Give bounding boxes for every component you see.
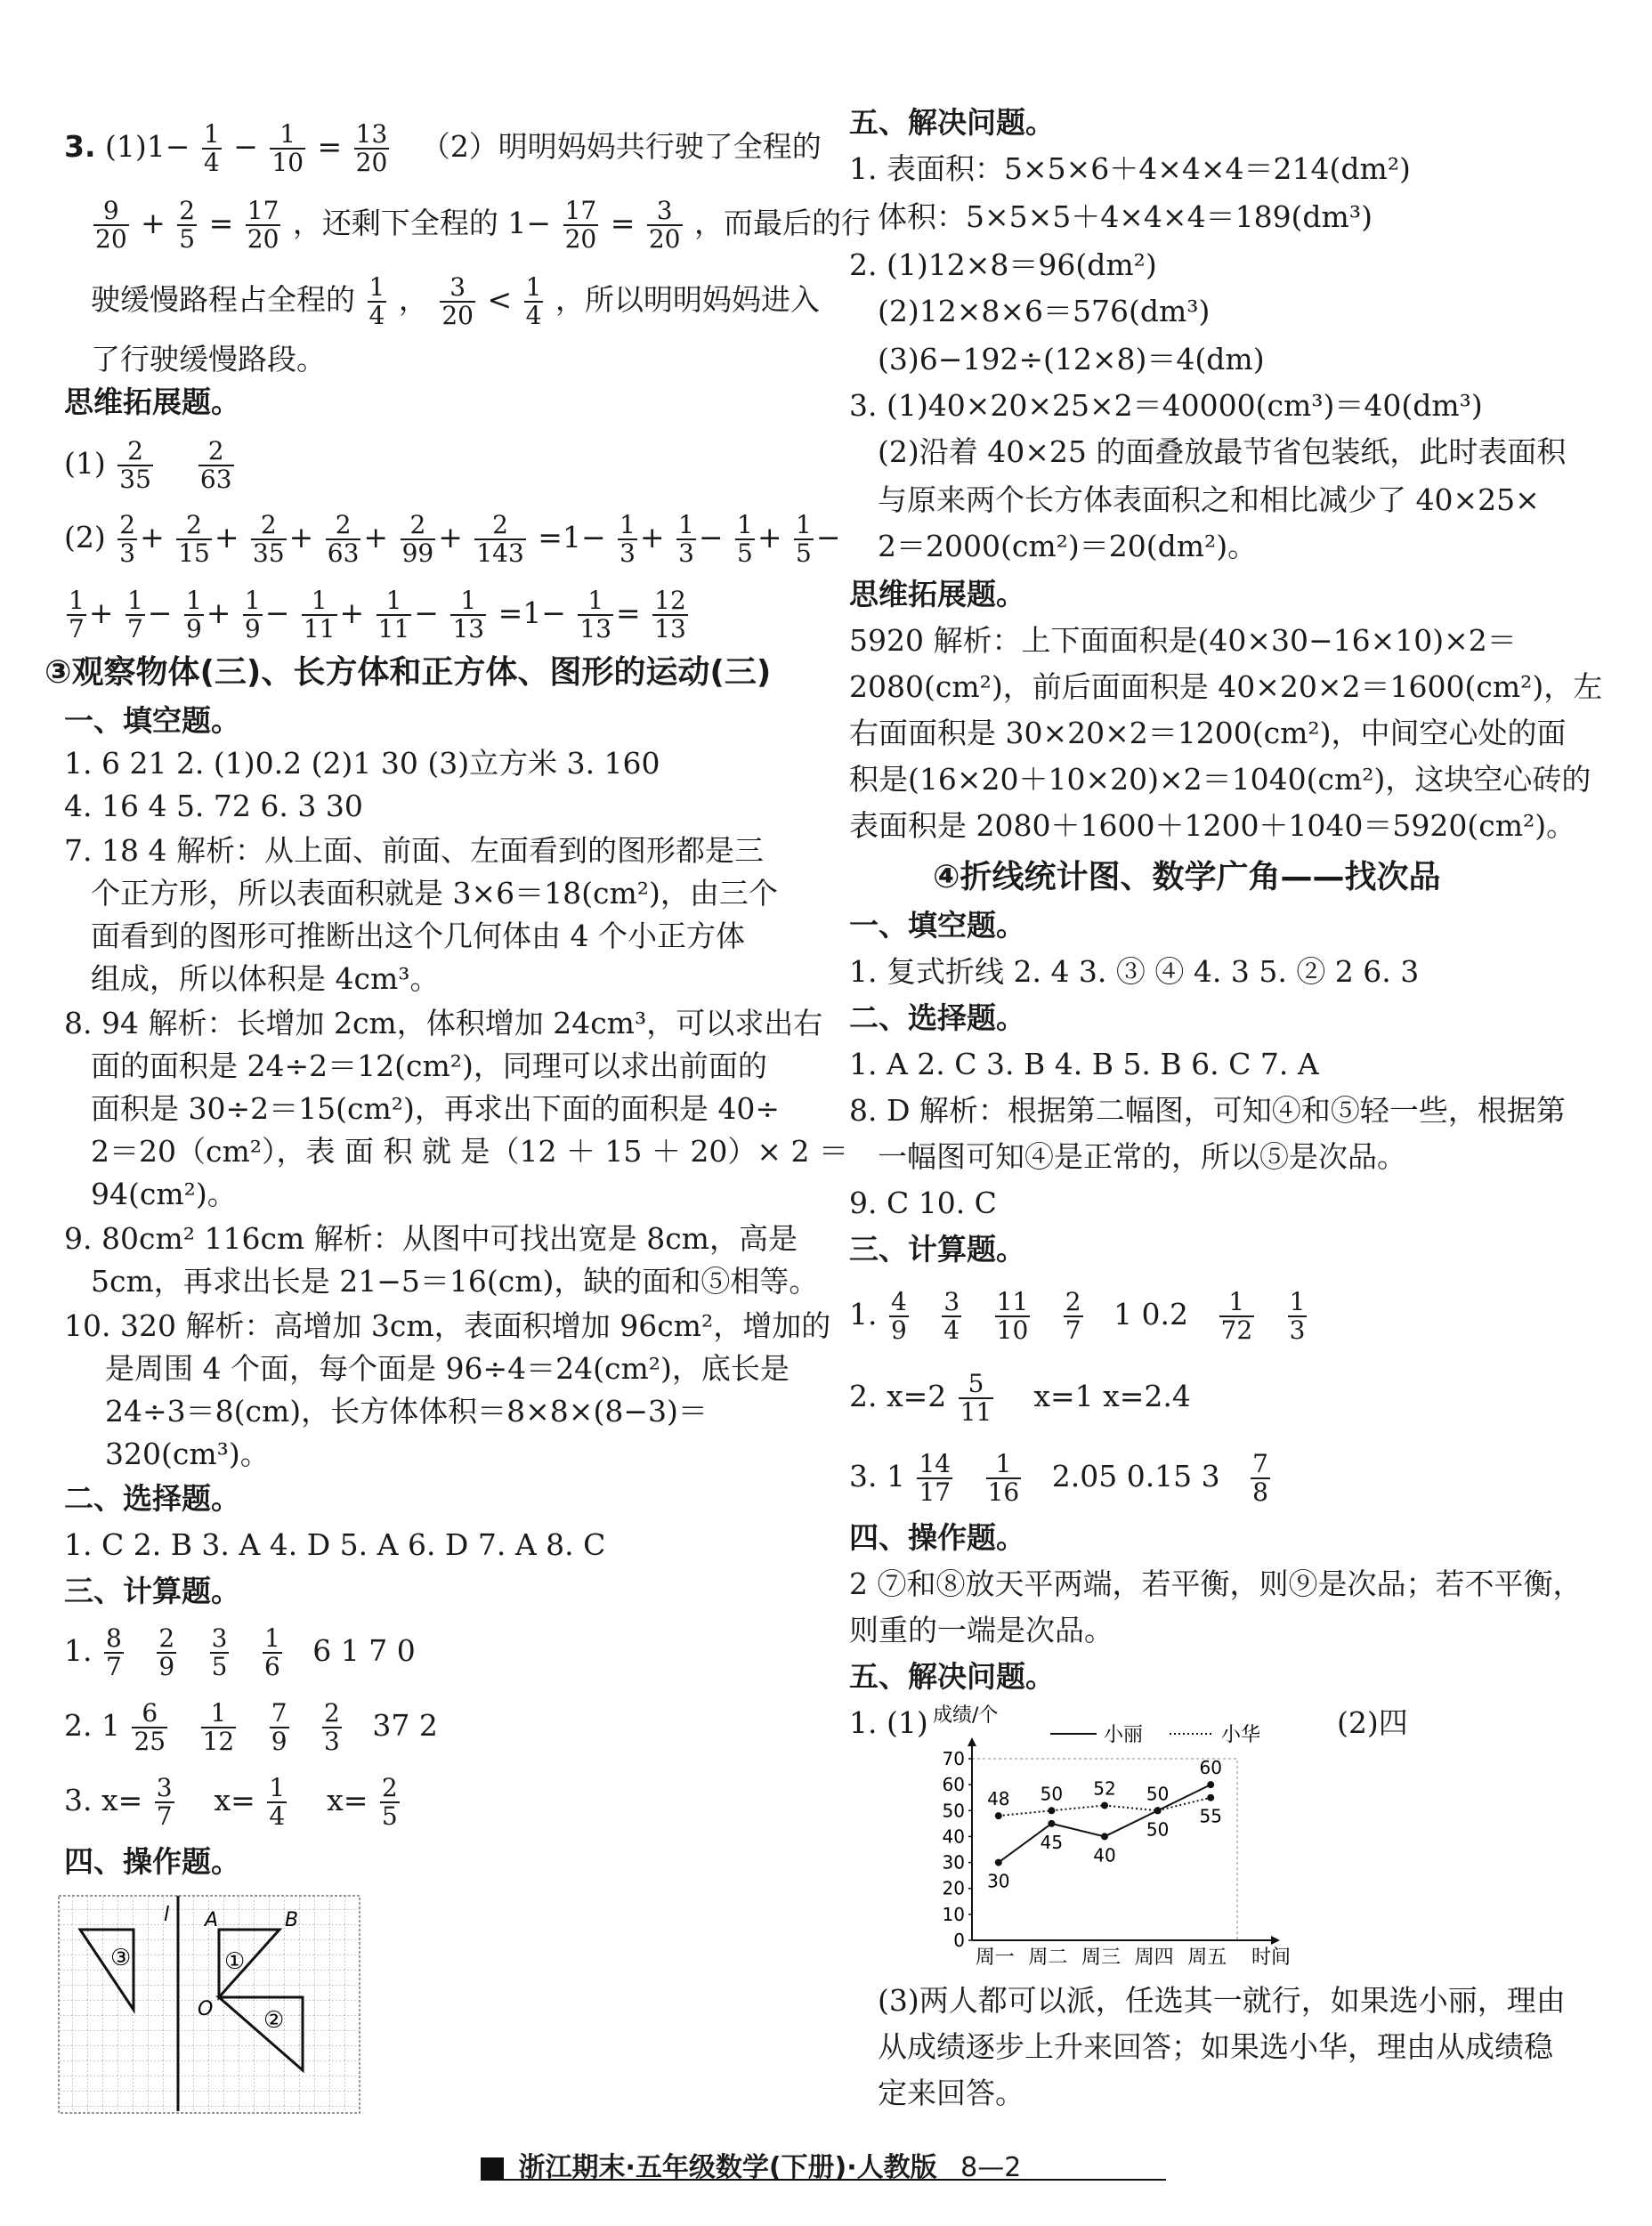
q8-line-b: 面的面积是 24÷2＝12(cm²)，同理可以求出前面的 (91, 1048, 767, 1083)
think-title: 思维拓展题。 (64, 384, 240, 419)
legend-label-xiaoli: 小丽 (1104, 1724, 1144, 1746)
q3-text: ，而最后的行 (694, 206, 871, 240)
section3-title: ③观察物体(三)、长方体和正方体、图形的运动(三) (45, 654, 772, 691)
op-title-right: 四、操作题。 (849, 1520, 1025, 1555)
fraction: $\frac{2}{63}$ (199, 436, 232, 494)
data-point (995, 1859, 1002, 1866)
s1-line-a: 1. 表面积：5×5×6＋4×4×4＝214(dm²) (849, 151, 1411, 186)
tail: 6 1 7 0 (312, 1633, 416, 1668)
legend-label-xiaohua: 小华 (1221, 1724, 1261, 1746)
t-line-2: 2080(cm²)，前后面面积是 40×20×2＝1600(cm²)，左 (849, 669, 1603, 704)
fill-title: 一、填空题。 (64, 703, 240, 738)
y-tick-label: 30 (942, 1851, 965, 1874)
footer-page: 8—2 (960, 2152, 1022, 2183)
q3-text: ，所以明明妈妈进入 (555, 282, 820, 317)
fraction: $\frac{1}{5}$ (737, 510, 753, 568)
label: 3. x= (64, 1783, 143, 1817)
fill-line-4: 4. 16 4 5. 72 6. 3 30 (64, 789, 363, 823)
grid-label-o: O (198, 1998, 214, 2020)
s5-part2: (2)四 (1337, 1705, 1408, 1740)
fraction: $\frac{7}{9}$ (271, 1698, 287, 1756)
op-title: 四、操作题。 (64, 1844, 240, 1879)
t-line-4: 积是(16×20＋10×20)×2＝1040(cm²)，这块空心砖的 (849, 762, 1591, 797)
data-point (1048, 1820, 1055, 1827)
fraction: $\frac{13}{20}$ (355, 119, 388, 177)
fill-line-1: 1. 6 21 2. (1)0.2 (2)1 30 (3)立方米 3. 160 (64, 746, 660, 781)
r-calc-line-3 (849, 1451, 1273, 1506)
label: 1. (64, 1633, 93, 1668)
q3-text-b: − (233, 129, 258, 164)
fraction: $\frac{2}{63}$ (327, 510, 360, 568)
label: x= (214, 1783, 255, 1817)
q3-text-c: = (317, 129, 343, 164)
fraction: $\frac{2}{7}$ (1065, 1287, 1081, 1345)
q3-line1 (64, 121, 822, 176)
label: 2. 1 (64, 1708, 120, 1743)
s2-line-b: (2)12×8×6＝576(dm³) (878, 294, 1211, 328)
s3-line-b: (2)沿着 40×25 的面叠放最节省包装纸，此时表面积 (878, 434, 1567, 469)
s3-line-a: 3. (1)40×20×25×2＝40000(cm³)＝40(dm³) (849, 388, 1483, 423)
fraction: $\frac{17}{20}$ (564, 196, 597, 254)
calc-title: 三、计算题。 (64, 1574, 240, 1608)
think-answer-2-cont: $\frac{1}{7}$ + $\frac{1}{7}$ − $\frac{1}{9}$ + $\frac{1}{9}$ − $\frac{1}{11}$ + $\frac{1}{11}$ − $\frac{1}{13}$ =1− $\frac{1}{13}$ = $\frac{12}{13}$ (69, 586, 686, 644)
data-label: 60 (1199, 1757, 1222, 1779)
q3-text-d: （2）明明妈妈共行驶了全程的 (420, 129, 822, 164)
op-line-1: 2 ⑦和⑧放天平两端，若平衡，则⑨是次品；若不平衡， (849, 1566, 1583, 1601)
data-label: 30 (987, 1870, 1010, 1892)
c-line-9: 9. C 10. C (849, 1186, 997, 1220)
q3-text: = (610, 206, 636, 240)
fraction: $\frac{3}{20}$ (441, 272, 474, 330)
fraction: $\frac{1}{11}$ (303, 586, 336, 644)
fraction: $\frac{14}{17}$ (919, 1449, 952, 1507)
q10-line-d: 320(cm³)。 (105, 1437, 270, 1471)
c-line-8a: 8. D 解析：根据第二幅图，可知④和⑤轻一些，根据第 (849, 1093, 1566, 1128)
fraction: $\frac{4}{9}$ (891, 1287, 907, 1345)
y-axis-arrow (968, 1737, 976, 1746)
s2-line-c: (3)6−192÷(12×8)＝4(dm) (878, 342, 1265, 376)
grid-label-1: ① (224, 1948, 246, 1975)
c-line-8b: 一幅图可知④是正常的，所以⑤是次品。 (878, 1139, 1406, 1174)
q3-text: ， (398, 282, 428, 317)
q3-number: 3. (64, 129, 96, 164)
footer-text: 浙江期末·五年级数学(下册)·人教版 (518, 2152, 937, 2183)
fraction: $\frac{2}{99}$ (401, 510, 434, 568)
x-axis-arrow (1271, 1936, 1280, 1945)
data-point (1101, 1801, 1108, 1809)
data-point (1207, 1781, 1214, 1788)
grid-label-2: ② (263, 2007, 285, 2034)
q3-text: ，还剩下全程的 1− (292, 206, 552, 240)
fill-title-right: 一、填空题。 (849, 908, 1025, 943)
fraction: $\frac{1}{16}$ (987, 1449, 1020, 1507)
label: 2. x=2 (849, 1379, 947, 1413)
fraction: $\frac{2}{3}$ (324, 1698, 340, 1756)
fraction: $\frac{2}{143}$ (476, 510, 524, 568)
think-answer-1 (64, 438, 237, 493)
page-footer (481, 2145, 1193, 2184)
data-label: 55 (1199, 1805, 1222, 1827)
label: x= (327, 1783, 368, 1817)
fraction: $\frac{1}{7}$ (69, 586, 85, 644)
r-calc-line-1 (849, 1289, 1309, 1344)
q7-line-b: 个正方形，所以表面积就是 3×6＝18(cm²)，由三个 (91, 876, 778, 911)
fraction: $\frac{1}{4}$ (203, 119, 220, 177)
grid-figure (57, 1894, 363, 2117)
calc-line-1 (64, 1625, 416, 1680)
solve-title-right-2: 五、解决问题。 (849, 1659, 1055, 1694)
chart-xlabel: 时间 (1251, 1947, 1292, 1969)
s2-line-a: 2. (1)12×8＝96(dm²) (849, 247, 1157, 282)
fraction: $\frac{1}{3}$ (678, 510, 694, 568)
data-label: 50 (1146, 1783, 1170, 1805)
q8-line-d: 2＝20（cm²），表 面 积 就 是（12 ＋ 15 ＋ 20）× 2 ＝ (91, 1134, 849, 1169)
q3-text: + (141, 206, 166, 240)
x-tick-label: 周二 (1028, 1947, 1068, 1969)
fraction: $\frac{11}{10}$ (996, 1287, 1029, 1345)
q3-text: = (208, 206, 234, 240)
q3-text: < (487, 282, 513, 317)
footer-rule (481, 2179, 1166, 2181)
y-tick-label: 60 (942, 1774, 965, 1796)
x-tick-label: 周四 (1134, 1947, 1174, 1969)
grid-label-3: ③ (110, 1945, 132, 1971)
r-calc-line-2 (849, 1371, 1191, 1426)
footer-square-icon (481, 2157, 504, 2181)
fraction: $\frac{1}{4}$ (368, 272, 385, 330)
calc-line-3 (64, 1775, 402, 1830)
fraction: $\frac{8}{7}$ (106, 1623, 122, 1681)
mid: 2.05 0.15 3 (1051, 1459, 1220, 1493)
eq: =1− (498, 595, 566, 630)
eq: =1− (538, 520, 606, 554)
tail: x=1 x=2.4 (1033, 1379, 1191, 1413)
fraction: $\frac{2}{3}$ (119, 510, 136, 568)
y-tick-label: 0 (953, 1930, 965, 1951)
fraction: $\frac{2}{35}$ (253, 510, 285, 568)
fraction: $\frac{1}{4}$ (525, 272, 542, 330)
fraction: $\frac{1}{4}$ (269, 1773, 286, 1831)
label: 1. (849, 1297, 878, 1332)
grid-label-b: B (285, 1909, 299, 1931)
calc-line-2 (64, 1700, 438, 1755)
q10-line-a: 10. 320 解析：高增加 3cm，表面积增加 96cm²，增加的 (64, 1308, 831, 1343)
tail: 37 2 (372, 1708, 438, 1743)
think-title-right: 思维拓展题。 (849, 577, 1025, 611)
chart-ylabel: 成绩/个 (933, 1704, 999, 1727)
fraction: $\frac{2}{15}$ (178, 510, 210, 568)
y-tick-label: 50 (942, 1800, 965, 1822)
grid-label-a: A (205, 1909, 219, 1931)
y-tick-label: 40 (942, 1825, 965, 1848)
choice-title-right: 二、选择题。 (849, 1000, 1025, 1035)
s5-3-line-a: (3)两人都可以派，任选其一就行，如果选小丽，理由 (878, 1983, 1566, 2018)
data-label: 52 (1093, 1777, 1116, 1800)
label: 3. 1 (849, 1459, 905, 1493)
t-line-3: 右面面积是 30×20×2＝1200(cm²)，中间空心处的面 (849, 716, 1567, 750)
s3-line-c: 与原来两个长方体表面积之和相比减少了 40×25× (878, 482, 1540, 517)
fraction: $\frac{3}{5}$ (211, 1623, 228, 1681)
fraction: $\frac{1}{13}$ (452, 586, 485, 644)
fraction: $\frac{1}{12}$ (202, 1698, 235, 1756)
q7-line-d: 组成，所以体积是 4cm³。 (91, 961, 440, 996)
q8-line-e: 94(cm²)。 (91, 1177, 237, 1211)
data-label: 48 (987, 1788, 1010, 1810)
fraction: $\frac{1}{7}$ (126, 586, 143, 644)
s1-line-b: 体积：5×5×5＋4×4×4＝189(dm³) (878, 199, 1373, 234)
q9-line-a: 9. 80cm² 116cm 解析：从图中可找出宽是 8cm，高是 (64, 1221, 798, 1256)
fraction: $\frac{2}{9}$ (158, 1623, 175, 1681)
fraction: $\frac{2}{5}$ (179, 196, 196, 254)
x-tick-label: 周一 (975, 1947, 1015, 1969)
data-point (995, 1812, 1002, 1819)
line-chart (915, 1702, 1307, 1969)
x-tick-label: 周五 (1187, 1947, 1227, 1969)
section4-title: ④折线统计图、数学广角——找次品 (933, 859, 1441, 895)
fraction: $\frac{1}{10}$ (271, 119, 304, 177)
fraction: $\frac{3}{20}$ (648, 196, 681, 254)
c-line-1: 1. A 2. C 3. B 4. B 5. B 6. C 7. A (849, 1047, 1319, 1081)
s5-3-line-c: 定来回答。 (878, 2076, 1024, 2110)
data-label: 45 (1040, 1831, 1064, 1853)
data-point (1101, 1833, 1108, 1840)
q3-line3 (91, 274, 820, 329)
fraction: $\frac{1}{3}$ (620, 510, 636, 568)
x-tick-label: 周三 (1081, 1947, 1122, 1969)
q10-line-c: 24÷3＝8(cm)，长方体体积＝8×8×(8−3)＝ (105, 1394, 708, 1429)
fraction: $\frac{1}{3}$ (1289, 1287, 1306, 1345)
s3-line-d: 2＝2000(cm²)＝20(dm²)。 (878, 529, 1258, 563)
fraction: $\frac{1}{9}$ (185, 586, 202, 644)
fraction: $\frac{5}{11}$ (960, 1369, 992, 1427)
q3-text: 驶缓慢路程占全程的 (91, 282, 355, 317)
f-line-1: 1. 复式折线 2. 4 3. ③ ④ 4. 3 5. ② 2 6. 3 (849, 954, 1420, 989)
data-label: 50 (1040, 1783, 1064, 1805)
s5-3-line-b: 从成绩逐步上升来回答；如果选小华，理由从成绩稳 (878, 2029, 1553, 2064)
mid: 1 0.2 (1113, 1297, 1189, 1332)
fraction: $\frac{1}{6}$ (263, 1623, 280, 1681)
fraction: $\frac{7}{8}$ (1252, 1449, 1268, 1507)
fraction: $\frac{1}{5}$ (796, 510, 812, 568)
op-line-2: 则重的一端是次品。 (849, 1613, 1113, 1647)
label: (2) (64, 520, 106, 554)
q7-line-a: 7. 18 4 解析：从上面、前面、左面看到的图形都是三 (64, 833, 764, 868)
fraction: $\frac{2}{35}$ (119, 436, 151, 494)
y-tick-label: 20 (942, 1877, 965, 1899)
data-point (1207, 1794, 1214, 1801)
calc-title-right: 三、计算题。 (849, 1232, 1025, 1267)
data-label: 40 (1093, 1844, 1116, 1866)
fraction: $\frac{6}{25}$ (134, 1698, 166, 1756)
fraction: $\frac{17}{20}$ (247, 196, 279, 254)
choice-answers: 1. C 2. B 3. A 4. D 5. A 6. D 7. A 8. C (64, 1527, 606, 1562)
fraction: $\frac{1}{11}$ (377, 586, 410, 644)
choice-title: 二、选择题。 (64, 1481, 240, 1516)
fraction: $\frac{3}{7}$ (156, 1773, 173, 1831)
data-label: 50 (1146, 1818, 1170, 1841)
t-line-5: 表面积是 2080＋1600＋1200＋1040＝5920(cm²)。 (849, 808, 1576, 843)
fraction: $\frac{1}{13}$ (579, 586, 612, 644)
q3-line4: 了行驶缓慢路段。 (91, 342, 326, 376)
q3-text-a: (1)1− (105, 129, 190, 164)
s5-label: 1. (1) (849, 1705, 928, 1740)
q9-line-b: 5cm，再求出长是 21−5＝16(cm)，缺的面和⑤相等。 (91, 1264, 819, 1299)
q10-line-b: 是周围 4 个面，每个面是 96÷4＝24(cm²)，底长是 (105, 1351, 790, 1386)
solve-title: 五、解决问题。 (849, 105, 1055, 140)
q7-line-c: 面看到的图形可推断出这个几何体由 4 个小正方体 (91, 919, 745, 953)
fraction: $\frac{2}{5}$ (381, 1773, 398, 1831)
t-line-1: 5920 解析：上下面面积是(40×30−16×10)×2＝ (849, 623, 1517, 658)
y-tick-label: 70 (942, 1748, 965, 1769)
q8-line-a: 8. 94 解析：长增加 2cm，体积增加 24cm³，可以求出右 (64, 1006, 823, 1040)
fraction: $\frac{9}{20}$ (95, 196, 127, 254)
data-point (1154, 1807, 1162, 1814)
q3-line2 (91, 198, 871, 253)
fraction: $\frac{1}{72}$ (1220, 1287, 1253, 1345)
fraction: $\frac{1}{9}$ (244, 586, 261, 644)
grid-label-l: l (164, 1904, 170, 1926)
data-point (1048, 1807, 1055, 1814)
fraction: $\frac{3}{4}$ (943, 1287, 960, 1345)
y-tick-label: 10 (942, 1903, 965, 1925)
q8-line-c: 面积是 30÷2＝15(cm²)，再求出下面的面积是 40÷ (91, 1091, 781, 1126)
fraction: $\frac{12}{13}$ (654, 586, 686, 644)
think-answer-2: (2) $\frac{2}{3}$ + $\frac{2}{15}$ + $\frac{2}{35}$ + $\frac{2}{63}$ + $\frac{2}{99}$ + $\frac{2}{143}$ =1− $\frac{1}{3}$ + $\frac{1}{3}$ − $\frac{1}{5}$ + $\frac{1}{5}$ − (64, 510, 841, 568)
label: (1) (64, 446, 106, 481)
